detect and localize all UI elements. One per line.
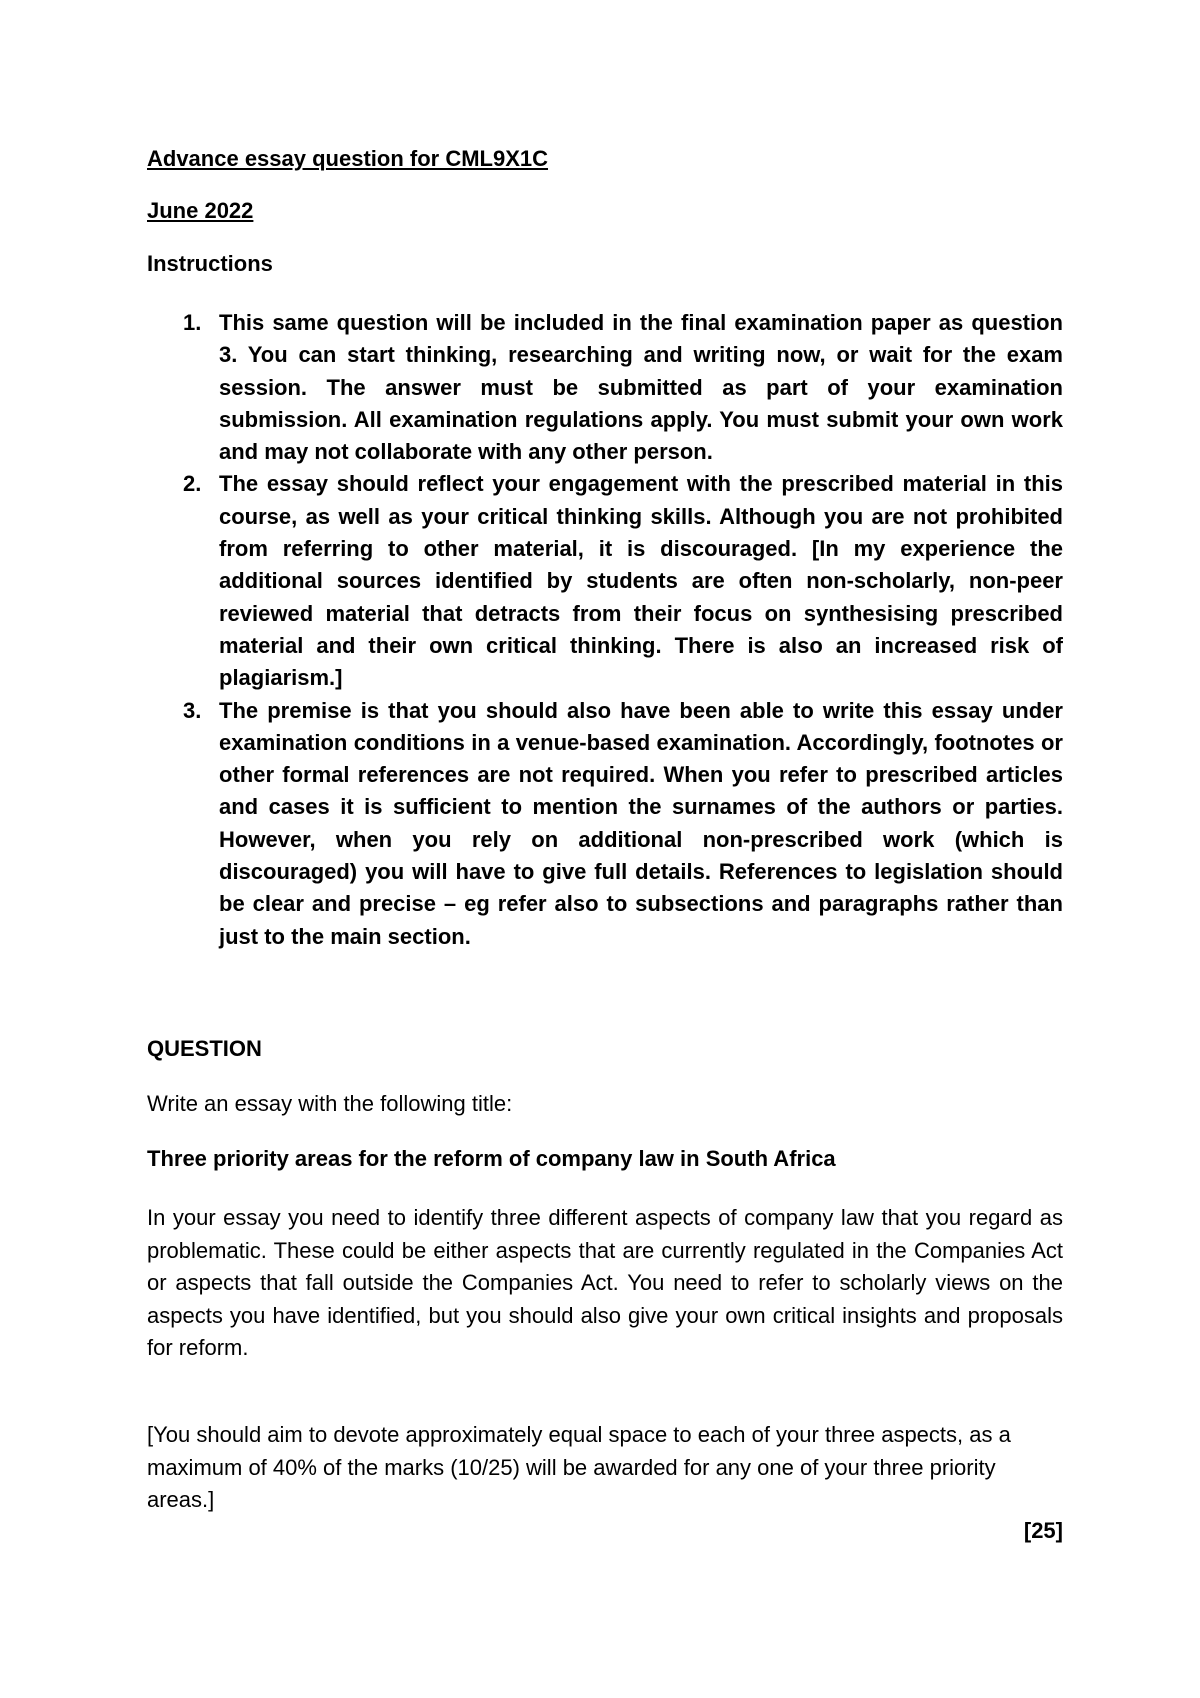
instruction-number: 1. <box>183 310 202 335</box>
question-heading: QUESTION <box>147 1036 262 1061</box>
document-date: June 2022 <box>147 198 254 223</box>
instruction-text: The essay should reflect your engagement with the prescribed material in this course, as well as your critical thinking skills. Although you are not prohibited from referring to other material, it is discouraged. [In my experience the additional sources identified by students are often non-scholarly, non-peer reviewed material that detracts from their focus on synthesising prescribed material and their own critical thinking. There is also an increased risk of plagiarism.] <box>219 471 1063 691</box>
question-body: In your essay you need to identify three different aspects of company law that you regard as problematic. These could be either aspects that are currently regulated in the Companies Act or aspects that fall outside the Companies Act. You need to refer to scholarly views on the aspects you have identified, but you should also give your own critical insights and proposals for reform. <box>147 1205 1063 1360</box>
instruction-text: This same question will be included in the final examination paper as question 3. You can start thinking, researching and writing now, or wait for the exam session. The answer must be submitted as part of your examination submission. All examination regulations apply. You must submit your own work and may not collaborate with any other person. <box>219 310 1063 465</box>
instruction-text: The premise is that you should also have been able to write this essay under examination conditions in a venue-based examination. Accordingly, footnotes or other formal references are not required. When you refer to prescribed articles and cases it is sufficient to mention the surnames of the authors or parties. However, when you rely on additional non-prescribed work (which is discouraged) you will have to give full details. References to legislation should be clear and precise – eg refer also to subsections and paragraphs rather than just to the main section. <box>219 697 1063 949</box>
instruction-item <box>147 468 1063 694</box>
marks-total: [25] <box>1023 1518 1063 1543</box>
question-note: [You should aim to devote approximately equal space to each of your three aspects, as a maximum of 40% of the marks (10/25) will be awarded for any one of your three priority areas.] <box>147 1422 1011 1512</box>
instructions-heading: Instructions <box>147 251 273 276</box>
document-title: Advance essay question for CML9X1C <box>147 146 549 171</box>
instruction-number: 2. <box>183 471 202 497</box>
instruction-item <box>147 307 1063 468</box>
question-intro: Write an essay with the following title: <box>147 1091 513 1116</box>
essay-title: Three priority areas for the reform of company law in South Africa <box>147 1146 836 1171</box>
instruction-number: 3. <box>183 697 202 723</box>
instructions-list <box>147 307 1063 953</box>
instruction-item <box>147 695 1063 953</box>
